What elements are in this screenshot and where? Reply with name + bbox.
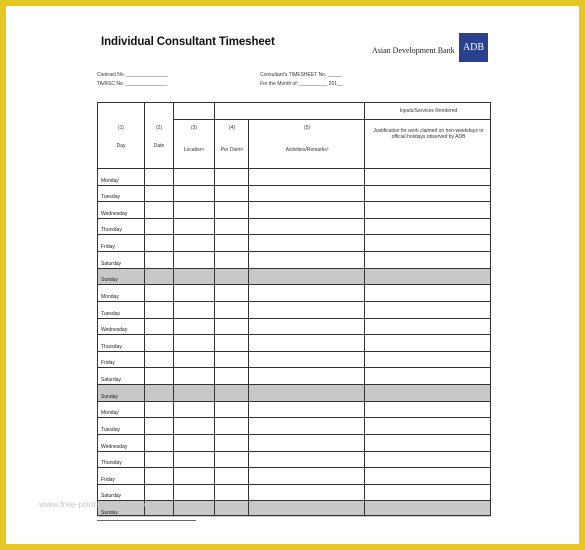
day-label: Sunday — [101, 393, 118, 400]
col-num-1: (1) — [117, 125, 125, 131]
row-divider — [98, 268, 491, 269]
row-divider — [98, 367, 491, 368]
logo-text: ADB — [462, 42, 485, 53]
day-label: Sunday — [101, 277, 118, 284]
row-divider — [98, 401, 491, 402]
col-header-per-diem: Per Diem² — [220, 147, 244, 153]
month-field: For the Month of: __________ 201__ — [260, 81, 343, 87]
col-num-4: (4) — [228, 125, 236, 131]
day-label: Saturday — [101, 493, 122, 500]
col-header-inputs: Inputs/Services Rendered — [399, 108, 458, 114]
row-divider — [98, 351, 491, 352]
day-label: Monday — [101, 293, 119, 300]
row-divider — [98, 417, 491, 418]
adb-logo — [459, 33, 488, 62]
col-header-justification: Justification for work claimed on non-weekdays or official holidays observed by ADB — [373, 128, 484, 141]
row-divider — [98, 384, 491, 385]
day-label: Tuesday — [101, 194, 120, 201]
row-divider — [98, 201, 491, 202]
signature-line — [97, 520, 196, 521]
column-divider — [364, 103, 365, 516]
row-divider — [98, 318, 491, 319]
day-label: Wednesday — [101, 443, 128, 450]
day-label: Friday — [101, 360, 115, 367]
day-label: Wednesday — [101, 210, 128, 217]
day-label: Tuesday — [101, 426, 120, 433]
column-divider — [214, 103, 215, 516]
day-label: Thursday — [101, 460, 122, 467]
row-divider — [98, 451, 491, 452]
row-divider — [98, 301, 491, 302]
row-divider — [98, 251, 491, 252]
row-divider — [98, 484, 491, 485]
col-num-2: (2) — [155, 125, 163, 131]
page-title: Individual Consultant Timesheet — [101, 36, 275, 48]
col-header-day: Day — [116, 143, 126, 149]
day-label: Thursday — [101, 343, 122, 350]
column-divider — [144, 103, 145, 516]
day-label: Friday — [101, 244, 115, 251]
col-header-location: Location¹ — [183, 147, 205, 153]
column-divider — [173, 103, 174, 516]
row-divider — [98, 284, 491, 285]
row-divider — [98, 434, 491, 435]
day-label: Sunday — [101, 510, 118, 516]
col-num-5: (5) — [303, 125, 311, 131]
day-label: Thursday — [101, 227, 122, 234]
day-label: Friday — [101, 476, 115, 483]
timesheet-page — [6, 6, 579, 544]
day-label: Saturday — [101, 377, 122, 384]
col-num-3: (3) — [190, 125, 198, 131]
table-bottom-border — [98, 515, 491, 516]
day-label: Wednesday — [101, 327, 128, 334]
ta-rsc-no-field: TA/RSC No. _______________ — [97, 81, 168, 87]
consultant-timesheet-no-field: Consultant's TIMESHEET No. _____ — [260, 72, 342, 78]
weekend-row-shade — [98, 384, 491, 401]
row-divider — [98, 334, 491, 335]
weekend-row-shade — [98, 268, 491, 285]
organization-name: Asian Development Bank — [372, 46, 455, 55]
row-divider — [98, 218, 491, 219]
day-label: Tuesday — [101, 310, 120, 317]
row-divider — [98, 467, 491, 468]
col-header-date: Date — [153, 143, 165, 149]
day-label: Monday — [101, 177, 119, 184]
table-right-border — [490, 103, 491, 516]
col-header-activities: Activities/Remarks³ — [285, 147, 329, 153]
day-label: Monday — [101, 410, 119, 417]
header-bottom-line — [98, 168, 491, 169]
day-label: Saturday — [101, 260, 122, 267]
contract-no-field: Contract No. _______________ — [97, 72, 169, 78]
header-subdivider — [173, 119, 491, 120]
row-divider — [98, 234, 491, 235]
watermark: www.free-printablecollege.com — [39, 499, 161, 509]
timesheet-table — [97, 102, 491, 516]
row-divider — [98, 185, 491, 186]
